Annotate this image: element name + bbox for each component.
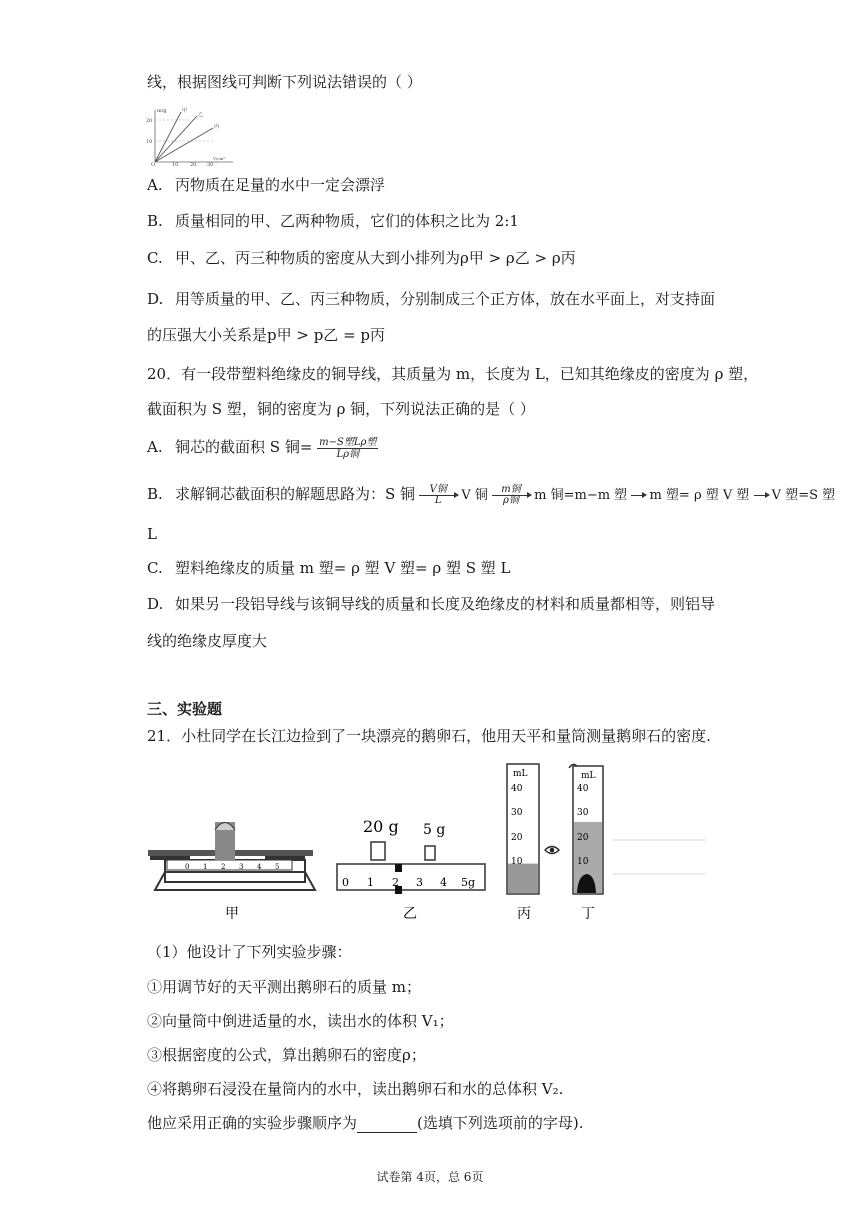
x-tick-o: O [151,162,156,166]
balance-tick-4: 4 [257,863,262,871]
ruler-tick-1: 1 [367,876,374,889]
cyl4-tick-30: 30 [577,808,589,818]
ruler-tick-3: 3 [416,876,423,889]
x-tick-20: 20 [190,162,197,166]
series-yi-line [155,116,197,162]
q20-stem-1: 20．有一段带塑料绝缘皮的铜导线，其质量为 m，长度为 L，已知其绝缘皮的密度为 ρ 塑， [147,365,759,383]
series-jia-label: 甲 [182,108,188,114]
ruler-tick-2: 2 [392,876,399,889]
q20-a-fraction: $\frac{\text{m−S塑Lρ塑}}{\text{Lρ铜}}$ [319,436,377,460]
cyl4-unit: mL [581,771,596,781]
label-bing: 丙 [517,906,531,922]
q19-graph [145,104,235,166]
weights-ruler-illustration [337,817,485,922]
q20-option-b-cont: L [147,525,157,543]
weight-5g: 5 g [423,822,446,838]
page-footer: 试卷第 4页，总 6页 [376,1170,484,1184]
x-tick-10: 10 [172,162,179,166]
cylinder-bing [507,764,559,922]
balance-tick-0: 0 [185,863,190,871]
q21-step-1: ①用调节好的天平测出鹅卵石的质量 m； [147,978,421,996]
balance-tick-5: 5 [275,863,280,871]
cyl3-tick-40: 40 [511,784,523,794]
section-title: 三、实验题 [147,700,223,718]
q20-stem-2: 截面积为 S 塑，铜的密度为 ρ 铜，下列说法正确的是（ ） [147,400,535,418]
cyl4-tick-40: 40 [577,784,589,794]
answer-blank[interactable] [357,1118,417,1133]
q21-stem: 21．小杜同学在长江边捡到了一块漂亮的鹅卵石，他用天平和量筒测量鹅卵石的密度. [147,727,711,745]
q19-option-d-cont: 的压强大小关系是p甲 > p乙 = p丙 [147,326,386,344]
balance-tick-3: 3 [239,863,244,871]
weight-20g: 20 g [363,817,399,836]
cyl3-unit: mL [513,769,528,779]
series-yi-label: 乙 [198,112,204,118]
q20-b-arrow-2: m铜 ρ铜 [492,485,530,506]
q21-step-3: ③根据密度的公式，算出鹅卵石的密度ρ； [147,1046,426,1064]
ruler-tick-0: 0 [342,876,349,889]
label-jia: 甲 [225,906,239,922]
cyl4-tick-20: 20 [577,833,589,843]
q20-option-d: D. 如果另一段铝导线与该铜导线的质量和长度及绝缘皮的材料和质量都相等，则铝导 [147,595,716,613]
cyl3-tick-20: 20 [511,833,523,843]
q19-stem: 线，根据图线可判断下列说法错误的（ ） [147,73,422,91]
y-tick-10: 10 [146,139,153,145]
label-yi: 乙 [403,906,417,922]
q20-b-arrow-1: V铜 L [419,485,457,506]
cylinder-ding [569,764,603,922]
q21-step-2: ②向量筒中倒进适量的水，读出水的体积 V₁； [147,1012,454,1030]
balance-illustration [148,822,315,922]
cyl3-tick-30: 30 [511,808,523,818]
q21-sub1: （1）他设计了下列实验步骤： [147,943,352,961]
x-label: V/cm³ [213,156,225,161]
q20-b-arrow-4 [754,495,768,496]
x-tick-30: 30 [207,162,214,166]
series-bing-label: 丙 [214,124,220,130]
y-label: m/g [157,108,167,114]
q19-option-d: D. 用等质量的甲、乙、丙三种物质，分别制成三个正方体，放在水平面上，对支持面 [147,290,716,308]
cyl4-tick-10: 10 [577,857,589,867]
q21-step-4: ④将鹅卵石浸没在量筒内的水中，读出鹅卵石和水的总体积 V₂. [147,1080,564,1098]
cyl3-tick-10: 10 [511,857,523,867]
q20-b-arrow-3 [631,495,645,496]
q21-ask: 他应采用正确的实验步骤顺序为 (选填下列选项前的字母). [147,1114,584,1132]
ruler-tick-5: 5g [461,876,476,889]
q20-option-b: B. 求解铜芯截面积的解题思路为：S 铜 V铜 L V 铜 m铜 ρ铜 m 铜=m−m 塑 m 塑= ρ 塑 V 塑 V 塑=S 塑 [147,484,836,506]
q20-option-a: A. 铜芯的截面积 S 铜= $\frac{\text{m−S塑Lρ塑}}{\text{Lρ铜}}$ [147,436,377,460]
q20-option-d-cont: 线的绝缘皮厚度大 [147,632,268,650]
q19-option-c: C. 甲、乙、丙三种物质的密度从大到小排列为ρ甲 > ρ乙 > ρ丙 [147,249,576,267]
q20-option-c: C. 塑料绝缘皮的质量 m 塑= ρ 塑 V 塑= ρ 塑 S 塑 L [147,559,511,577]
balance-tick-2: 2 [221,863,226,871]
q19-option-b: B. 质量相同的甲、乙两种物质，它们的体积之比为 2:1 [147,212,519,230]
balance-tick-1: 1 [203,863,208,871]
label-ding: 丁 [581,906,595,922]
q21-figure [145,760,705,925]
y-tick-20: 20 [146,118,153,124]
ruler-tick-4: 4 [440,876,447,889]
q19-option-a: A. 丙物质在足量的水中一定会漂浮 [147,176,386,194]
